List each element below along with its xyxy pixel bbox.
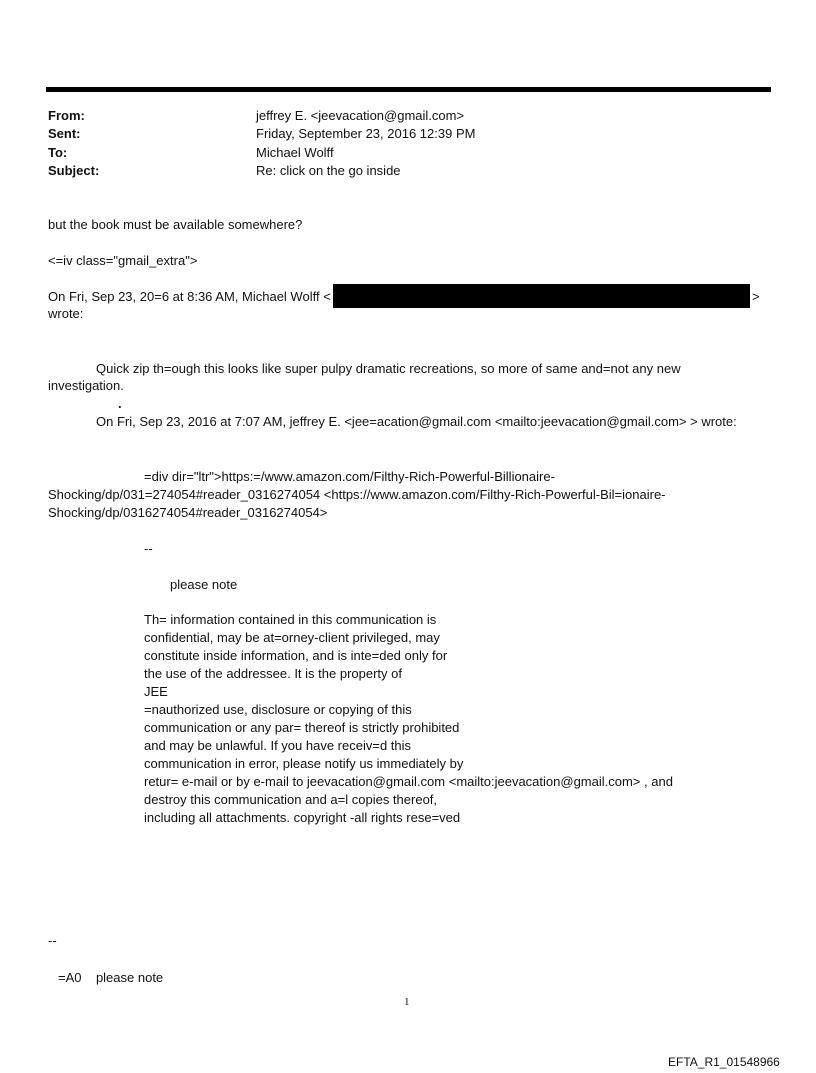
disclaimer-line: retur= e-mail or by e-mail to jeevacation@gmail.com <mailto:jeevacation@gmail.com> , and (144, 774, 673, 789)
quoted-line: investigation. (48, 378, 124, 393)
disclaimer-line: destroy this communication and a=l copies thereof, (144, 792, 438, 807)
from-value: jeffrey E. <jeevacation@gmail.com> (256, 108, 465, 123)
disclaimer-line: communication in error, please notify us immediately by (144, 756, 464, 771)
redaction-bar (333, 284, 750, 308)
body-line: > (752, 289, 760, 304)
header-rule (46, 87, 771, 92)
quoted-line: On Fri, Sep 23, 2016 at 7:07 AM, jeffrey E. <jee=acation@gmail.com <mailto:jeevacation@gmail.com> > wrote: (96, 414, 737, 429)
bullet-mark: . (118, 396, 122, 411)
disclaimer-line: =nauthorized use, disclosure or copying of this (144, 702, 412, 717)
subject-label: Subject: (48, 163, 100, 178)
bottom-note: =A0 please note (58, 970, 164, 985)
quoted-line: Quick zip th=ough this looks like super pulpy dramatic recreations, so more of same and=not any new (96, 361, 681, 376)
disclaimer-line: the use of the addressee. It is the property of (144, 666, 402, 681)
link-line: =div dir="ltr">https:=/www.amazon.com/Filthy-Rich-Powerful-Billionaire- (144, 469, 555, 484)
bottom-dash: -- (48, 933, 57, 948)
disclaimer-line: including all attachments. copyright -all rights rese=ved (144, 810, 461, 825)
disclaimer-line: Th= information contained in this communication is (144, 612, 437, 627)
sent-value: Friday, September 23, 2016 12:39 PM (256, 126, 476, 141)
disclaimer-line: communication or any par= thereof is strictly prohibited (144, 720, 460, 735)
please-note: please note (170, 577, 238, 592)
to-value: Michael Wolff (256, 145, 334, 160)
document-id: EFTA_R1_01548966 (668, 1055, 780, 1069)
signature-dash: -- (144, 541, 153, 556)
page-number: 1 (404, 996, 410, 1008)
link-line: Shocking/dp/031=274054#reader_0316274054 <https://www.amazon.com/Filthy-Rich-Powerful-Bil=ionaire- (48, 487, 666, 502)
disclaimer-line: and may be unlawful. If you have receiv=d this (144, 738, 412, 753)
body-line: <=iv class="gmail_extra"> (48, 253, 198, 268)
disclaimer-line: JEE (144, 684, 168, 699)
body-line: wrote: (48, 306, 84, 321)
body-line: but the book must be available somewhere? (48, 217, 303, 232)
sent-label: Sent: (48, 126, 81, 141)
disclaimer-line: confidential, may be at=orney-client privileged, may (144, 630, 440, 645)
from-label: From: (48, 108, 85, 123)
subject-value: Re: click on the go inside (256, 163, 401, 178)
disclaimer-line: constitute inside information, and is inte=ded only for (144, 648, 448, 663)
to-label: To: (48, 145, 68, 160)
body-line: On Fri, Sep 23, 20=6 at 8:36 AM, Michael Wolff < (48, 289, 331, 304)
disclaimer-block (144, 611, 673, 827)
link-line: Shocking/dp/0316274054#reader_0316274054> (48, 505, 328, 520)
